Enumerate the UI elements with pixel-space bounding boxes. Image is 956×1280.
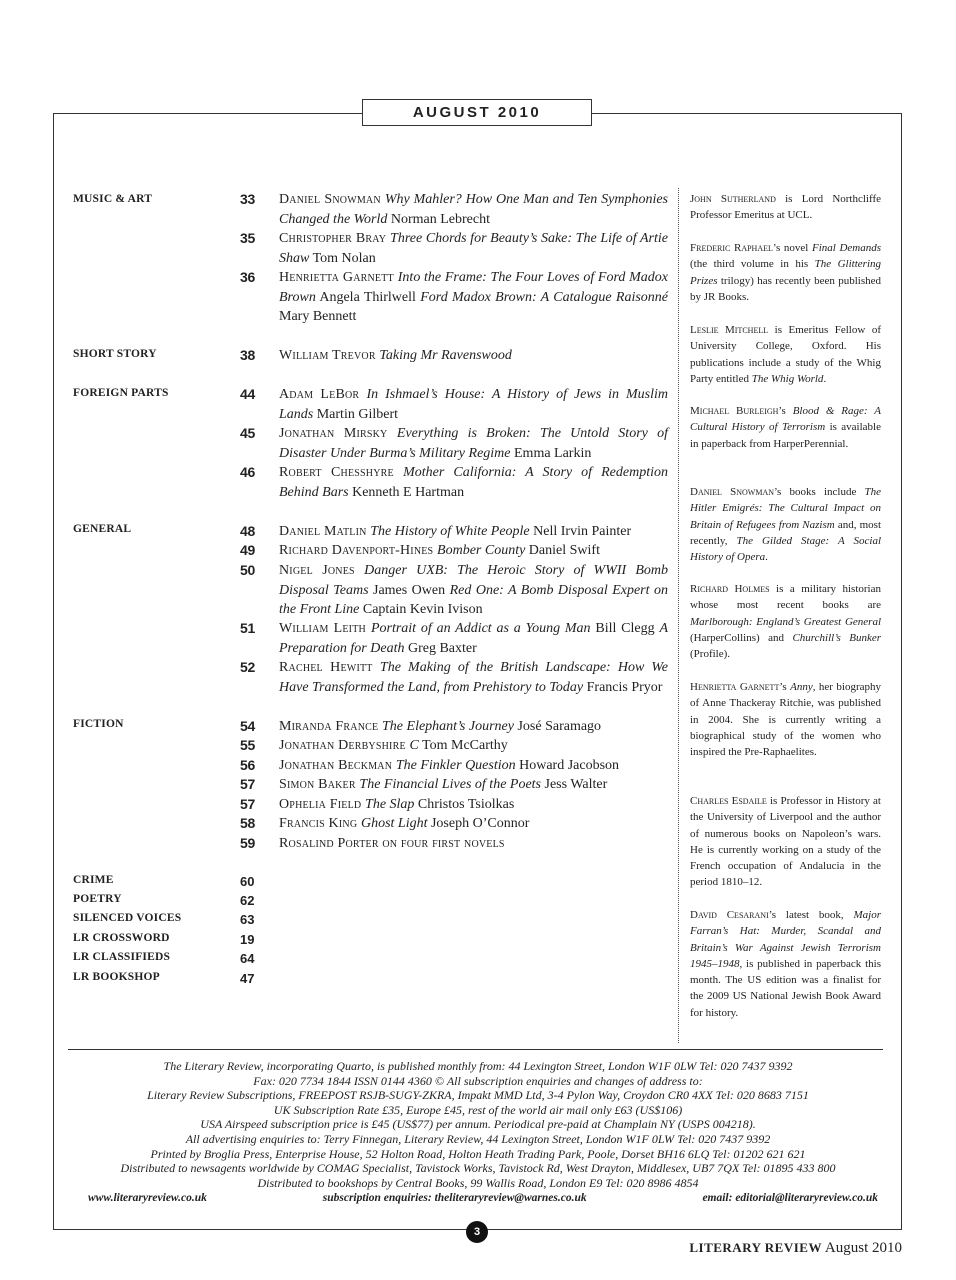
footer-brand: LITERARY REVIEW	[689, 1240, 822, 1255]
entry-page-number: 46	[240, 464, 255, 480]
website-link[interactable]: www.literaryreview.co.uk	[88, 1192, 207, 1204]
toc-entry[interactable]	[240, 522, 668, 542]
colophon-line: Distributed to bookshops by Central Books, 99 Wallis Road, London E9 Tel: 020 8986 4854	[257, 1175, 699, 1190]
reviewer-name: Henrietta Garnett	[279, 270, 398, 285]
column-divider	[678, 188, 679, 1043]
contributor-note	[690, 793, 881, 891]
contributor-name: Henrietta Garnett	[690, 681, 780, 693]
colophon-line: UK Subscription Rate £35, Europe £45, rest of the world air mail only £63 (US$106)	[273, 1102, 683, 1117]
dept-label[interactable]: CRIME	[73, 874, 114, 886]
entry-page-number: 36	[240, 269, 255, 285]
toc-entry[interactable]	[240, 346, 668, 366]
book-title: Red One: A Bomb Disposal Expert on the Front Line	[279, 582, 668, 617]
reviewer-name: Daniel Matlin	[279, 524, 371, 539]
text-run: Mary Bennett	[279, 309, 357, 324]
toc-entry[interactable]	[240, 463, 668, 502]
text-run: Tom McCarthy	[418, 738, 508, 753]
text-run: Jess Walter	[541, 777, 608, 792]
reviewer-name: Jonathan Derbyshire	[279, 738, 410, 753]
contributor-note	[690, 484, 881, 565]
entry-text	[279, 717, 668, 737]
reviewer-name: Nigel Jones	[279, 563, 365, 578]
entry-text	[279, 834, 668, 854]
entry-text	[279, 795, 668, 815]
entry-page-number: 35	[240, 230, 255, 246]
text-run: and, most recently,	[690, 518, 881, 547]
colophon-line: USA Airspeed subscription price is £45 (US$77) per annum. Periodical pre-paid at Champlain NY (USPS 004218).	[200, 1117, 756, 1132]
reviewer-name: Francis King	[279, 816, 361, 831]
dept-page: 60	[240, 874, 255, 889]
book-title: The Elephant’s Journey	[382, 719, 514, 734]
book-title: The Hitler Emigrés: The Cultural Impact on Britain of Refugees from Nazism	[690, 486, 881, 531]
book-title: Blood & Rage: A Cultural History of Terrorism	[690, 405, 881, 434]
dept-page: 64	[240, 951, 255, 966]
running-footer	[689, 1240, 902, 1257]
contributor-note	[690, 322, 881, 387]
entry-page-number: 48	[240, 523, 255, 539]
text-run: is a military historian whose most recent books are	[690, 583, 881, 612]
entry-text	[279, 814, 668, 834]
reviewer-name: Robert Chesshyre	[279, 465, 404, 480]
dept-label[interactable]: POETRY	[73, 893, 122, 905]
book-title: The Gilded Stage: A Social History of Opera	[690, 534, 881, 564]
reviewer-name: Rachel Hewitt	[279, 660, 380, 675]
text-run: Martin Gilbert	[313, 406, 398, 422]
text-run: Nell Irvin Painter	[529, 524, 632, 539]
book-title: Why Mahler? How One Man and Ten Symphonies Changed the World	[279, 192, 668, 227]
book-title: The Finkler Question	[395, 758, 516, 773]
entry-page-number: 38	[240, 347, 255, 363]
reviewer-name: Rosalind Porter	[279, 836, 383, 851]
text-run: Kenneth E Hartman	[348, 484, 465, 500]
editorial-email-link[interactable]: email: editorial@literaryreview.co.uk	[702, 1192, 878, 1204]
book-title: Ford Madox Brown: A Catalogue Raisonné	[420, 289, 669, 305]
book-title: The History of White People	[370, 524, 530, 539]
reviewer-name: Jonathan Beckman	[279, 758, 396, 773]
contributor-note	[690, 191, 881, 224]
issue-masthead: AUGUST 2010	[362, 99, 592, 126]
dept-label[interactable]: SILENCED VOICES	[73, 912, 182, 924]
text-run: Christos Tsiolkas	[414, 797, 515, 812]
text-run: Joseph O’Connor	[427, 816, 530, 831]
book-title: Marlborough: England’s Greatest General	[690, 615, 881, 628]
toc-entry[interactable]	[240, 717, 668, 737]
text-run: (the third volume in his	[690, 258, 815, 271]
text-run: James Owen	[368, 582, 450, 598]
contributor-name: John Sutherland	[690, 193, 776, 205]
contributor-name: Michael Burleigh	[690, 405, 779, 417]
entry-text	[279, 561, 668, 620]
reviewer-name: Miranda France	[279, 719, 383, 734]
contributor-note	[690, 581, 881, 662]
toc-entry[interactable]	[240, 756, 668, 776]
dept-page: 47	[240, 971, 255, 986]
colophon	[60, 1059, 896, 1190]
page-number-badge: 3	[466, 1221, 488, 1243]
text-run: is Professor in History at the University of Liverpool and the author of numerous books on Napoleon’s wars. He is currently working on a study of the French occupation of Andalucia in the period 1810–12.	[690, 795, 881, 889]
entry-page-number: 33	[240, 191, 255, 207]
reviewer-name: Jonathan Mirsky	[279, 426, 397, 441]
text-run: (Profile).	[690, 648, 731, 661]
entry-page-number: 44	[240, 386, 255, 402]
text-run: , is published in paperback this month. The US edition was a finalist for the 2009 US National Jewish Book Award for history.	[690, 957, 881, 1019]
text-run: is Emeritus Fellow of University College, Oxford. His publications include a study of the Whig Party entitled	[690, 324, 881, 385]
text-run: Angela Thirlwell	[315, 289, 421, 305]
author-name: on four first novels	[382, 836, 505, 851]
book-title: Taking Mr Ravenswood	[379, 348, 512, 363]
toc-entry[interactable]	[240, 658, 668, 697]
book-title: The Making of the British Landscape: How We Have Transformed the Land, from Prehistory to Today	[279, 660, 668, 695]
text-run: Daniel Swift	[525, 543, 600, 558]
book-title: Danger UXB: The Heroic Story of WWII Bomb Disposal Teams	[279, 563, 668, 598]
entry-page-number: 45	[240, 425, 255, 441]
contributor-note	[690, 907, 881, 1021]
toc-entry[interactable]	[240, 268, 668, 327]
text-run: Greg Baxter	[404, 640, 477, 656]
entry-text	[279, 736, 668, 756]
toc-entry[interactable]	[240, 229, 668, 268]
colophon-line: Distributed to newsagents worldwide by COMAG Specialist, Tavistock Works, Tavistock Rd, West Drayton, Middlesex, UB7 7QX Tel: 01895 433 800	[120, 1161, 836, 1176]
toc-entry[interactable]	[240, 736, 668, 756]
book-title: Anny	[790, 681, 813, 693]
entry-page-number: 50	[240, 562, 255, 578]
contributor-note	[690, 679, 881, 760]
book-title: Everything is Broken: The Untold Story of Disaster Under Burma’s Military Regime	[279, 426, 668, 461]
contact-links	[88, 1192, 878, 1204]
toc-entry[interactable]	[240, 619, 668, 658]
text-run: ’s	[778, 405, 793, 417]
toc-entry[interactable]	[240, 541, 668, 561]
text-run: (HarperCollins) and	[690, 631, 793, 644]
text-run: Tom Nolan	[309, 250, 376, 266]
contributor-name: Leslie Mitchell	[690, 324, 769, 336]
toc-entry[interactable]	[240, 561, 668, 620]
entry-page-number: 58	[240, 815, 255, 831]
reviewer-name: Christopher Bray	[279, 231, 391, 246]
text-run: is Lord Northcliffe Professor Emeritus at UCL.	[690, 193, 881, 222]
text-run: ’s books include	[774, 486, 865, 498]
entry-page-number: 57	[240, 796, 255, 812]
reviewer-name: Adam LeBor	[279, 387, 367, 402]
entry-text	[279, 756, 668, 776]
entry-page-number: 59	[240, 835, 255, 851]
section-fiction: FICTION	[73, 718, 124, 730]
text-run: Francis Pryor	[583, 679, 663, 695]
entry-text	[279, 268, 668, 327]
dept-page: 62	[240, 893, 255, 908]
text-run: , her biography of Anne Thackeray Ritchie, was published in 2004. She is currently writing a biographical study of the women who inspired the Pre-Raphaelites.	[690, 681, 881, 759]
entry-text	[279, 424, 668, 463]
book-title: Bomber County	[437, 543, 526, 558]
dept-page: 19	[240, 932, 255, 947]
entry-text	[279, 522, 668, 542]
entry-page-number: 51	[240, 620, 255, 636]
section-general: GENERAL	[73, 523, 132, 535]
contributor-note	[690, 403, 881, 452]
book-title: Mother California: A Story of Redemption Behind Bars	[279, 465, 669, 500]
reviewer-name: Simon Baker	[279, 777, 360, 792]
reviewer-name: Ophelia Field	[279, 797, 366, 812]
entry-text	[279, 229, 668, 268]
section-foreign-parts: FOREIGN PARTS	[73, 387, 169, 399]
contributor-name: Daniel Snowman	[690, 486, 774, 498]
colophon-rule	[68, 1049, 883, 1050]
entry-page-number: 49	[240, 542, 255, 558]
contributor-name: Frederic Raphael	[690, 242, 773, 254]
entry-page-number: 57	[240, 776, 255, 792]
book-title: Into the Frame: The Four Loves of Ford Madox Brown	[279, 270, 668, 305]
book-title: A Preparation for Death	[279, 621, 668, 656]
entry-text	[279, 658, 668, 697]
entry-page-number: 55	[240, 737, 255, 753]
reviewer-name: William Leith	[279, 621, 371, 636]
book-title: C	[409, 738, 419, 753]
text-run: ’s novel	[772, 242, 812, 254]
entry-text	[279, 190, 668, 229]
subscription-email-link[interactable]: subscription enquiries: theliteraryreview@warnes.co.uk	[322, 1192, 587, 1204]
reviewer-name: William Trevor	[279, 348, 380, 363]
contributor-name: David Cesarani	[690, 909, 769, 921]
toc-entry[interactable]	[240, 775, 668, 795]
text-run: .	[765, 551, 768, 564]
dept-page: 63	[240, 912, 255, 927]
toc-entry[interactable]	[240, 385, 668, 424]
book-title: The Financial Lives of the Poets	[359, 777, 542, 792]
toc-entry[interactable]	[240, 190, 668, 229]
footer-date: August 2010	[824, 1240, 902, 1256]
text-run: ’s	[779, 681, 791, 693]
toc-entry[interactable]	[240, 814, 668, 834]
text-run: Bill Clegg	[590, 621, 660, 636]
book-title: Churchill’s Bunker	[792, 631, 881, 644]
book-title: Portrait of an Addict as a Young Man	[370, 621, 591, 636]
book-title: Three Chords for Beauty’s Sake: The Life of Artie Shaw	[279, 231, 669, 266]
book-title: The Glittering Prizes	[690, 258, 882, 287]
entry-page-number: 56	[240, 757, 255, 773]
text-run: ’s latest book,	[768, 909, 854, 921]
text-run: Norman Lebrecht	[387, 211, 490, 227]
entry-text	[279, 541, 668, 561]
colophon-line: Fax: 020 7734 1844 ISSN 0144 4360 © All subscription enquiries and changes of address to:	[253, 1073, 703, 1088]
text-run: Howard Jacobson	[515, 758, 620, 773]
contributor-note	[690, 240, 881, 305]
dept-label[interactable]: LR CROSSWORD	[73, 932, 170, 944]
text-run: is available in paperback from HarperPerennial.	[690, 421, 881, 450]
entry-page-number: 52	[240, 659, 255, 675]
text-run: Emma Larkin	[510, 445, 592, 461]
toc-entry[interactable]	[240, 834, 668, 854]
book-title: The Slap	[365, 797, 415, 812]
reviewer-name: Daniel Snowman	[279, 192, 385, 207]
toc-entry[interactable]	[240, 795, 668, 815]
contributor-name: Richard Holmes	[690, 583, 770, 595]
toc-entry[interactable]	[240, 424, 668, 463]
book-title: Final Demands	[811, 242, 881, 254]
entry-text	[279, 463, 668, 502]
entry-text	[279, 619, 668, 658]
section-short-story: SHORT STORY	[73, 348, 157, 360]
contributor-name: Charles Esdaile	[690, 795, 767, 807]
book-title: Major Farran’s Hat: Murder, Scandal and Britain’s War Against Jewish Terrorism 1945–1948	[690, 909, 881, 970]
dept-label[interactable]: LR BOOKSHOP	[73, 971, 160, 983]
colophon-line: Literary Review Subscriptions, FREEPOST RSJB-SUGY-ZKRA, Impakt MMD Ltd, 3-4 Pylon Way, Croydon CR0 4XX Tel: 020 8683 7151	[147, 1088, 809, 1103]
entry-page-number: 54	[240, 718, 255, 734]
text-run: .	[823, 372, 827, 385]
dept-label[interactable]: LR CLASSIFIEDS	[73, 951, 171, 963]
section-music-art: MUSIC & ART	[73, 193, 153, 205]
entry-text	[279, 775, 668, 795]
entry-text	[279, 385, 668, 424]
colophon-line: Printed by Broglia Press, Enterprise House, 52 Holton Road, Holton Heath Trading Park, Poole, Dorset BH16 6LQ Tel: 01202 621 621	[150, 1146, 806, 1161]
book-title: The Whig World	[751, 372, 824, 385]
text-run: José Saramago	[513, 719, 602, 734]
text-run: trilogy) has recently been published by JR Books.	[690, 274, 881, 303]
colophon-line: All advertising enquiries to: Terry Finnegan, Literary Review, 44 Lexington Street, London W1F 0LW Tel: 020 7437 9392	[185, 1131, 771, 1146]
entry-text	[279, 346, 668, 366]
reviewer-name: Richard Davenport-Hines	[279, 543, 438, 558]
text-run: Captain Kevin Ivison	[359, 602, 483, 617]
book-title: Ghost Light	[360, 816, 428, 831]
book-title: In Ishmael’s House: A History of Jews in Muslim Lands	[279, 387, 668, 422]
colophon-line: The Literary Review, incorporating Quarto, is published monthly from: 44 Lexington Street, London W1F 0LW Tel: 020 7437 9392	[163, 1059, 793, 1073]
